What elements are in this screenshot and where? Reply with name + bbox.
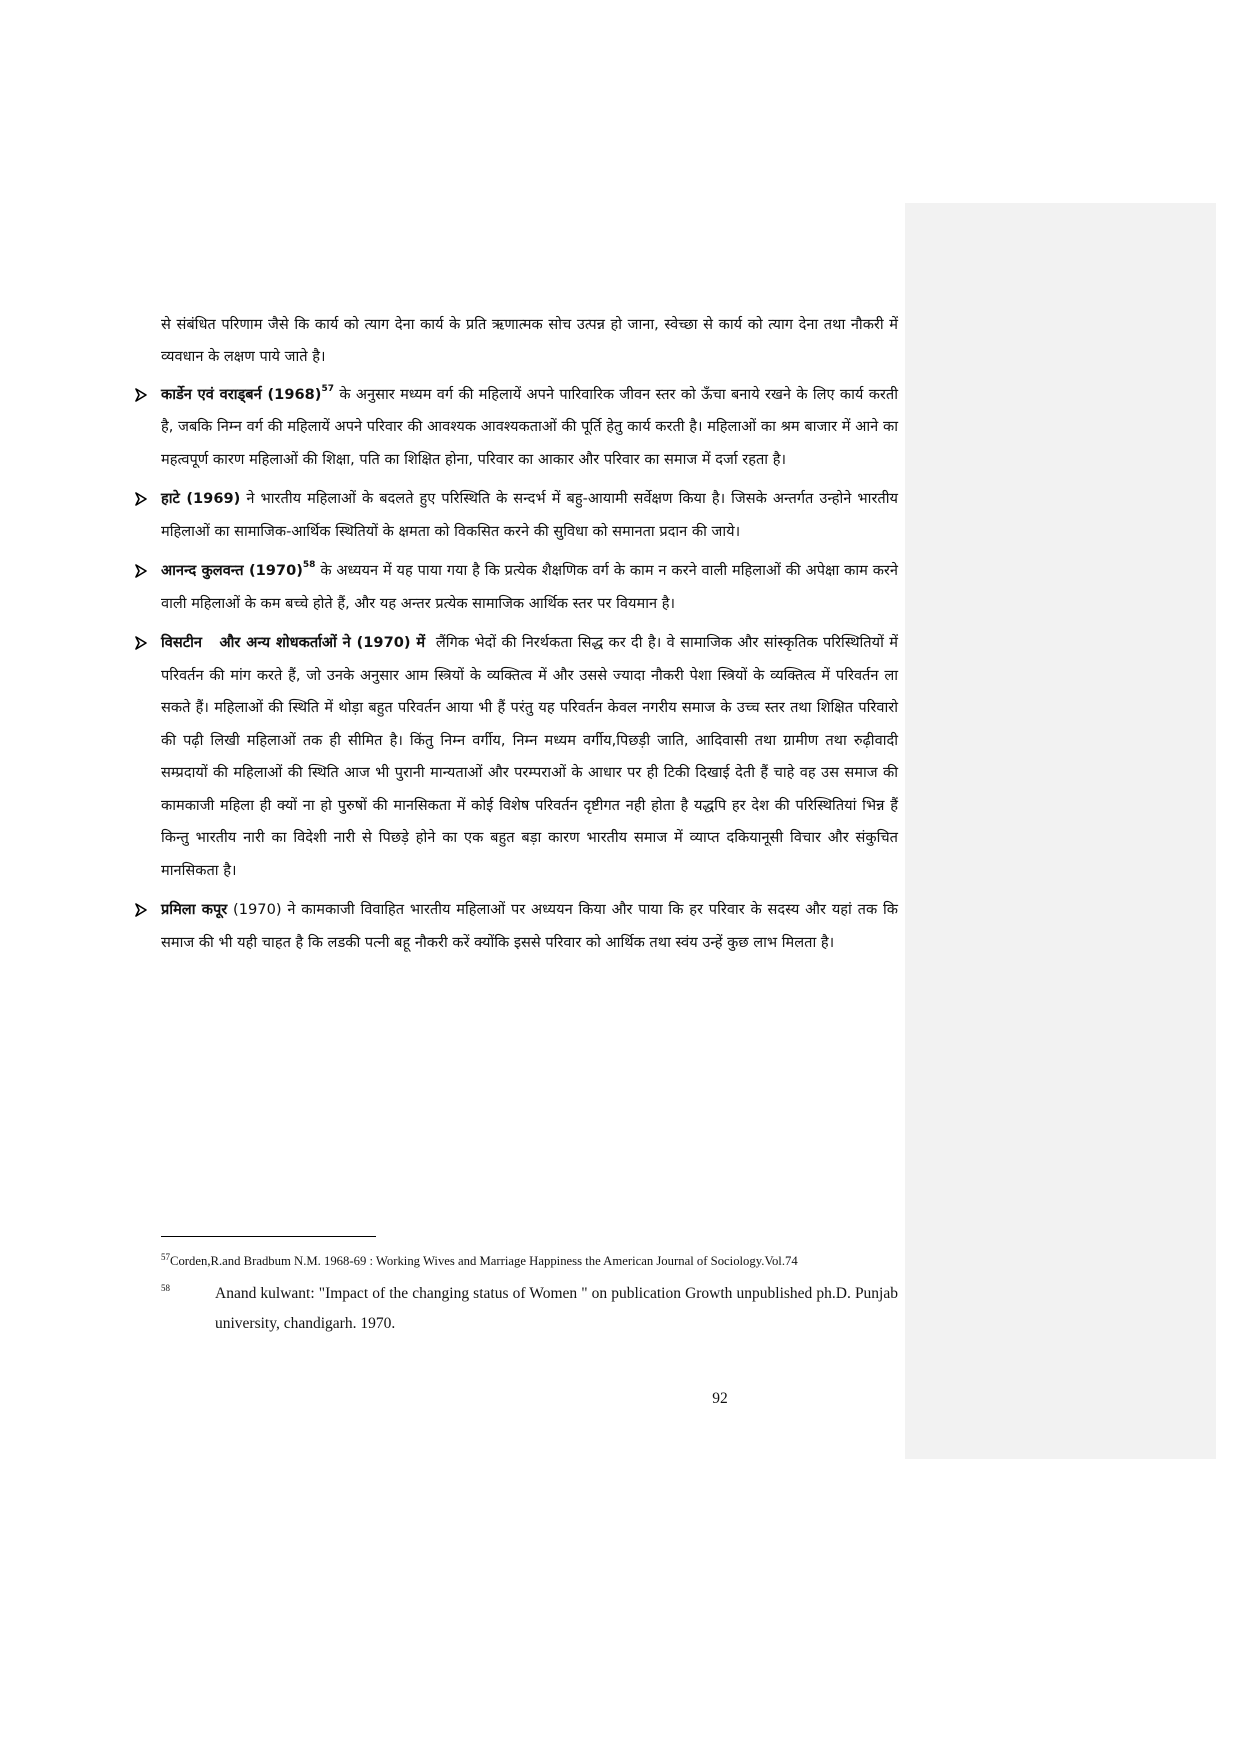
author-name: हाटे (1969) — [161, 490, 241, 508]
item-text: के अनुसार मध्यम वर्ग की महिलायें अपने पारिवारिक जीवन स्तर को ऊँचा बनाये रखने के लिए कार्य करती है, जबकि निम्न वर्ग की महिलायें अपने परिवार की आवश्यक आवश्यकताओं की पूर्ति हेतु कार्य करती है। महिलाओं का श्रम बाजार में आने का महत्वपूर्ण कारण महिलाओं की शिक्षा, पति का शिक्षित होना, परिवार का आकार और परिवार का समाज में दर्जा रहता है। — [161, 385, 898, 468]
author-name: कार्डेन एवं वराड्बर्न $(1968)^{57}$ — [161, 383, 334, 403]
author-name: विसटीन और अन्य शोधकर्ताओं ने (1970) में — [161, 634, 426, 652]
page-number: 92 — [712, 1390, 728, 1407]
list-item — [161, 627, 903, 887]
footnote-58 — [161, 1279, 898, 1339]
author-name: आनन्द कुलवन्त $(1970)^{58}$ — [161, 560, 316, 580]
footnote-number: 58 — [161, 1283, 170, 1294]
arrow-bullet-icon — [134, 379, 152, 412]
item-text: लैंगिक भेदों की निरर्थकता सिद्ध कर दी है। वे सामाजिक और सांस्कृतिक परिस्थितियों में परिवर्तन की मांग करते हैं, जो उनके अनुसार आम स्त्रियों के व्यक्तित्व में और उससे ज्यादा नौकरी पेशा स्त्रियों के व्यक्तित्व में परिवर्तन ला सकते हैं। महिलाओं की स्थिति में थोड़ा बहुत परिवर्तन आया भी हैं परंतु यह परिवर्तन केवल नगरीय समाज के उच्च स्तर तथा शिक्षित परिवारो की पढ़ी लिखी महिलाओं तक ही सीमित है। किंतु निम्न वर्गीय, निम्न मध्यम वर्गीय,पिछड़ी जाति, आदिवासी तथा ग्रामीण तथा रुढ़ीवादी सम्प्रदायों की महिलाओं की स्थिति आज भी पुरानी मान्यताओं और परम्पराओं के आधार पर ही टिकी दिखाई देती हैं चाहे वह उस समाज की कामकाजी महिला ही क्यों ना हो पुरुषों की मानसिकता में कोई विशेष परिवर्तन दृष्टीगत नही होता है यद्धपि हर देश की परिस्थितियां भिन्न हैं किन्तु भारतीय नारी का विदेशी नारी से पिछड़े होने का एक बहुत बड़ा कारण भारतीय समाज में व्याप्त दकियानूसी विचार और संकुचित मानसिकता है। — [161, 634, 903, 879]
footnote-ref: 58 — [302, 560, 316, 571]
author-name: प्रमिला कपूर — [161, 901, 228, 919]
footnote-ref: 57 — [321, 383, 334, 394]
list-item — [161, 483, 898, 548]
footnote-text: Corden,R.and Bradbum N.M. 1968-69 : Working Wives and Marriage Happiness the American Journal of Sociology.Vol.74 — [170, 1254, 798, 1269]
item-text: ने भारतीय महिलाओं के बदलते हुए परिस्थिति के सन्दर्भ में बहु-आयामी सर्वेक्षण किया है। जिसके अन्तर्गत उन्होने भारतीय महिलाओं का सामाजिक-आर्थिक स्थितियों के क्षमता को विकसित करने की सुविधा को समानता प्रदान की जाये। — [161, 490, 898, 540]
arrow-bullet-icon — [134, 555, 152, 588]
footnote-separator — [161, 1236, 376, 1237]
body-text — [161, 294, 903, 966]
footnote-number: 57 — [161, 1252, 170, 1262]
list-item — [161, 555, 898, 620]
arrow-bullet-icon — [134, 894, 152, 927]
intro-paragraph: से संबंधित परिणाम जैसे कि कार्य को त्याग देना कार्य के प्रति ऋणात्मक सोच उत्पन्न हो जाना, स्वेच्छा से कार्य को त्याग देना तथा नौकरी में व्यवधान के लक्षण पाये जाते है। — [161, 315, 898, 366]
list-item — [161, 379, 898, 477]
list-item — [161, 894, 898, 959]
footnote-57 — [161, 1244, 898, 1275]
arrow-bullet-icon — [134, 483, 152, 516]
item-text: (1970) ने कामकाजी विवाहित भारतीय महिलाओं पर अध्ययन किया और पाया कि हर परिवार के सदस्य और यहां तक कि समाज की भी यही चाहत है कि लडकी पत्नी बहू नौकरी करें क्योंकि इससे परिवार को आर्थिक तथा स्वंय उन्हें कुछ लाभ मिलता है। — [161, 901, 898, 951]
footnotes — [161, 1244, 898, 1339]
arrow-bullet-icon — [134, 627, 152, 660]
item-text: के अध्ययन में यह पाया गया है कि प्रत्येक शैक्षणिक वर्ग के काम न करने वाली महिलाओं की अपेक्षा काम करने वाली महिलाओं के कम बच्चे होते हैं, और यह अन्तर प्रत्येक सामाजिक आर्थिक स्तर पर वियमान है। — [161, 562, 899, 612]
footnote-text: Anand kulwant: "Impact of the changing status of Women " on publication Growth unpublished ph.D. Punjab university, chandigarh. 1970. — [215, 1285, 898, 1333]
comment-margin-pane — [905, 203, 1216, 1459]
